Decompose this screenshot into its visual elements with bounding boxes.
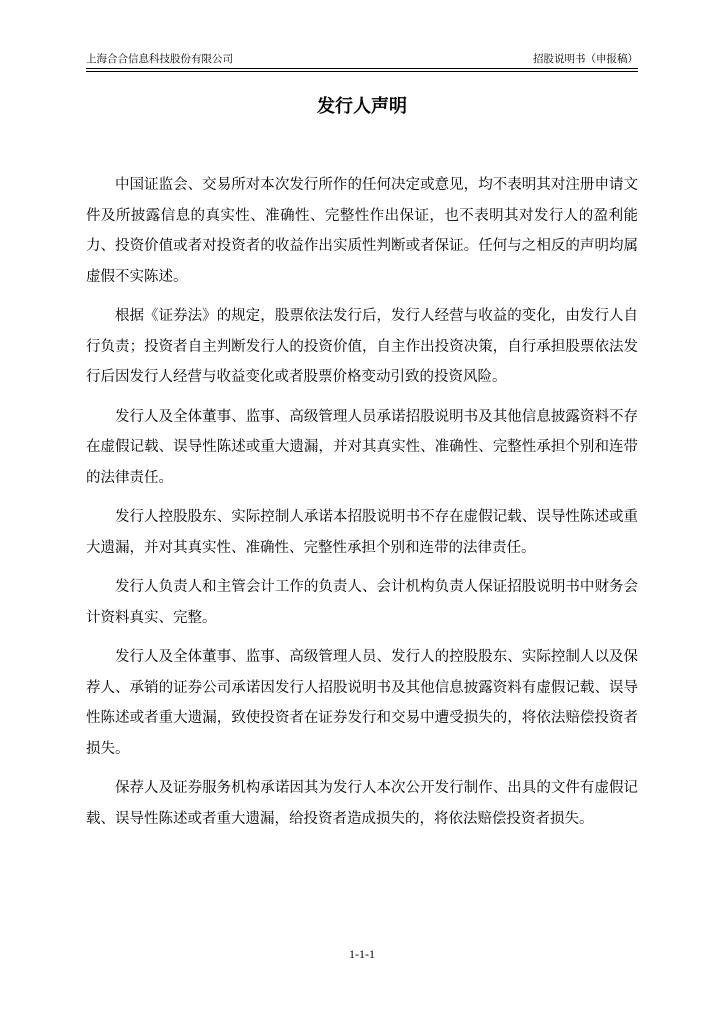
document-body	[86, 170, 638, 843]
header-rule-bottom	[86, 71, 638, 72]
page-header	[86, 50, 638, 68]
page-number: 1-1-1	[349, 947, 375, 961]
page-title: 发行人声明	[317, 96, 407, 117]
header-document-type: 招股说明书（申报稿）	[533, 53, 638, 65]
header-rule-top	[86, 68, 638, 69]
paragraph-6: 发行人及全体董事、监事、高级管理人员、发行人的控股股东、实际控制人以及保荐人、承销的证券公司承诺因发行人招股说明书及其他信息披露资料有虚假记载、误导性陈述或者重大遗漏，致使投资者在证券发行和交易中遭受损失的，将依法赔偿投资者损失。	[86, 649, 638, 757]
paragraph-7: 保荐人及证券服务机构承诺因其为发行人本次公开发行制作、出具的文件有虚假记载、误导性陈述或者重大遗漏，给投资者造成损失的，将依法赔偿投资者损失。	[86, 780, 638, 827]
paragraph-2: 根据《证券法》的规定，股票依法发行后，发行人经营与收益的变化，由发行人自行负责；投资者自主判断发行人的投资价值，自主作出投资决策，自行承担股票依法发行后因发行人经营与收益变化或者股票价格变动引致的投资风险。	[86, 308, 638, 385]
paragraph-4: 发行人控股股东、实际控制人承诺本招股说明书不存在虚假记载、误导性陈述或重大遗漏，并对其真实性、准确性、完整性承担个别和连带的法律责任。	[86, 509, 638, 556]
paragraph-5: 发行人负责人和主管会计工作的负责人、会计机构负责人保证招股说明书中财务会计资料真实、完整。	[86, 579, 638, 626]
paragraph-1: 中国证监会、交易所对本次发行所作的任何决定或意见，均不表明其对注册申请文件及所披露信息的真实性、准确性、完整性作出保证，也不表明其对发行人的盈利能力、投资价值或者对投资者的收益作出实质性判断或者保证。任何与之相反的声明均属虚假不实陈述。	[86, 177, 638, 285]
header-company-name: 上海合合信息科技股份有限公司	[86, 53, 233, 65]
paragraph-3: 发行人及全体董事、监事、高级管理人员承诺招股说明书及其他信息披露资料不存在虚假记载、误导性陈述或重大遗漏，并对其真实性、准确性、完整性承担个别和连带的法律责任。	[86, 408, 638, 486]
